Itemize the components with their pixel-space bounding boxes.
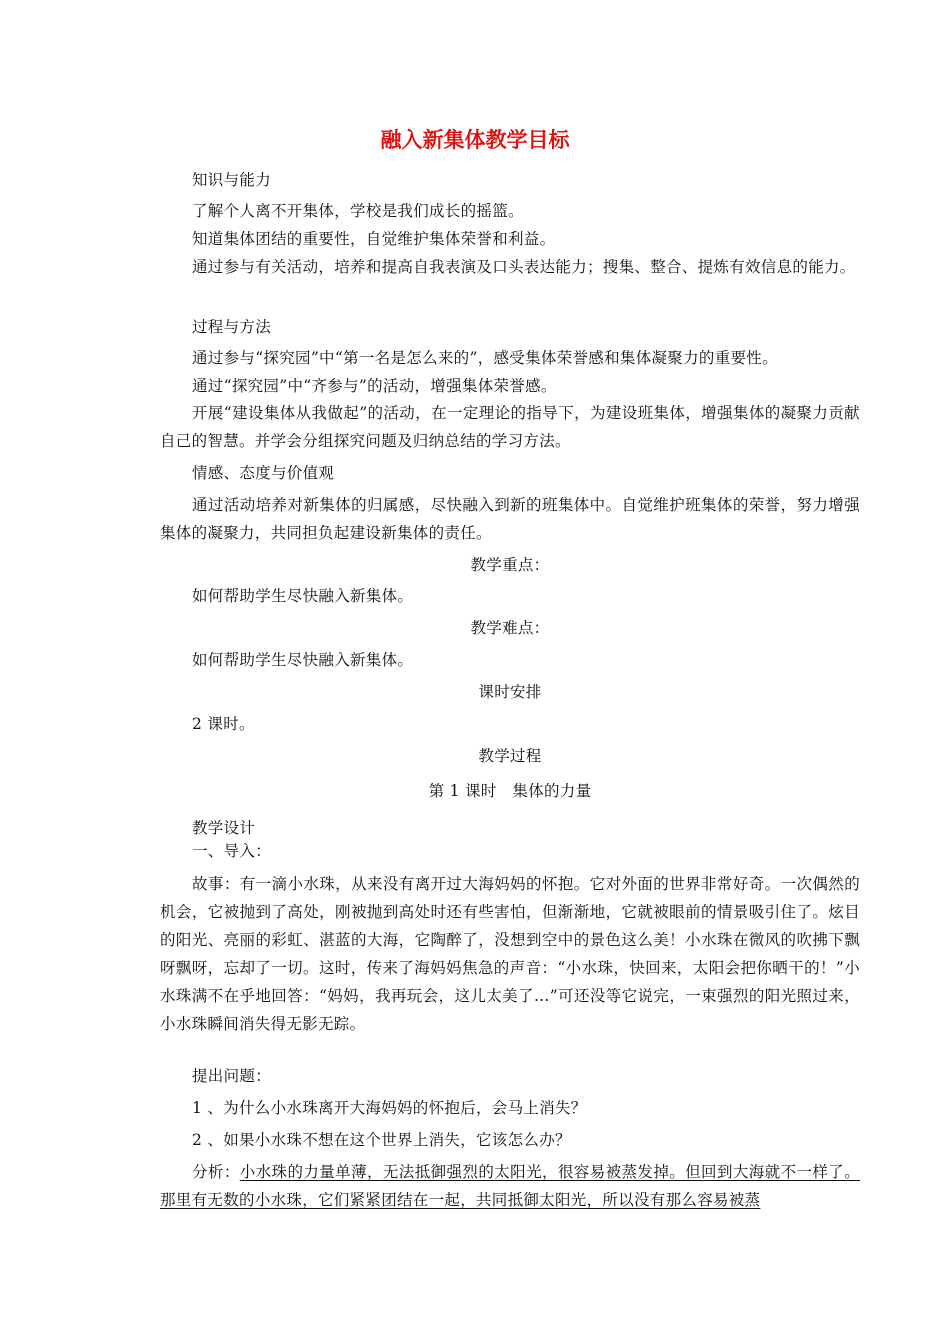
paragraph: 知道集体团结的重要性，自觉维护集体荣誉和利益。 — [192, 230, 556, 248]
section-heading-knowledge: 知识与能力 — [192, 171, 272, 189]
section-heading-process: 过程与方法 — [192, 318, 272, 336]
question-1: 1 、为什么小水珠离开大海妈妈的怀抱后，会马上消失？ — [192, 1099, 587, 1117]
teaching-process-heading: 教学过程 — [478, 747, 542, 765]
key-point-heading: 教学重点： — [470, 556, 550, 574]
analysis-paragraph — [160, 1158, 860, 1214]
paragraph: 通过活动培养对新集体的归属感，尽快融入到新的班集体中。自觉维护班集体的荣誉，努力增强集体的凝聚力，共同担负起建设新集体的责任。 — [160, 496, 860, 542]
page-title: 融入新集体教学目标 — [380, 128, 570, 152]
section-heading-emotion: 情感、态度与价值观 — [192, 464, 335, 482]
paragraph: 了解个人离不开集体，学校是我们成长的摇篮。 — [192, 202, 524, 220]
paragraph: 开展“建设集体从我做起”的活动，在一定理论的指导下，为建设班集体，增强集体的凝聚力贡献自己的智慧。并学会分组探究问题及归纳总结的学习方法。 — [160, 404, 860, 450]
schedule-text: 2 课时。 — [192, 715, 255, 733]
paragraph: 通过参与“探究园”中“第一名是怎么来的”，感受集体荣誉感和集体凝聚力的重要性。 — [192, 349, 778, 367]
difficulty-text: 如何帮助学生尽快融入新集体。 — [192, 651, 414, 669]
paragraph: 通过“探究园”中“齐参与”的活动，增强集体荣誉感。 — [192, 377, 557, 395]
lesson-title: 第 1 课时 集体的力量 — [428, 782, 592, 800]
design-label: 教学设计 — [192, 819, 256, 837]
key-point-text: 如何帮助学生尽快融入新集体。 — [192, 587, 414, 605]
difficulty-heading: 教学难点： — [470, 619, 550, 637]
schedule-heading: 课时安排 — [478, 683, 542, 701]
story-paragraph: 故事：有一滴小水珠，从来没有离开过大海妈妈的怀抱。它对外面的世界非常好奇。一次偶然的机会，它被抛到了高处，刚被抛到高处时还有些害怕，但渐渐地，它就被眼前的情景吸引住了。炫目的阳光、亮丽的彩虹、湛蓝的大海，它陶醉了，没想到空中的景色这么美！小水珠在微风的吹拂下飘呀飘呀，忘却了一切。这时，传来了海妈妈焦急的声音：“小水珠，快回来，太阳会把你晒干的！”小水珠满不在乎地回答：“妈妈，我再玩会，这儿太美了…”可还没等它说完，一束强烈的阳光照过来，小水珠瞬间消失得无影无踪。 — [160, 875, 860, 1033]
questions-label: 提出问题： — [192, 1067, 272, 1085]
analysis-label: 分析： — [192, 1163, 240, 1181]
paragraph: 通过参与有关活动，培养和提高自我表演及口头表达能力；搜集、整合、提炼有效信息的能力。 — [192, 258, 856, 276]
analysis-text: 小水珠的力量单薄，无法抵御强烈的太阳光，很容易被蒸发掉。但回到大海就不一样了。那里有无数的小水珠，它们紧紧团结在一起，共同抵御太阳光，所以没有那么容易被蒸 — [160, 1163, 861, 1209]
question-2: 2 、如果小水珠不想在这个世界上消失，它该怎么办？ — [192, 1131, 571, 1149]
intro-label: 一、导入： — [192, 842, 272, 860]
